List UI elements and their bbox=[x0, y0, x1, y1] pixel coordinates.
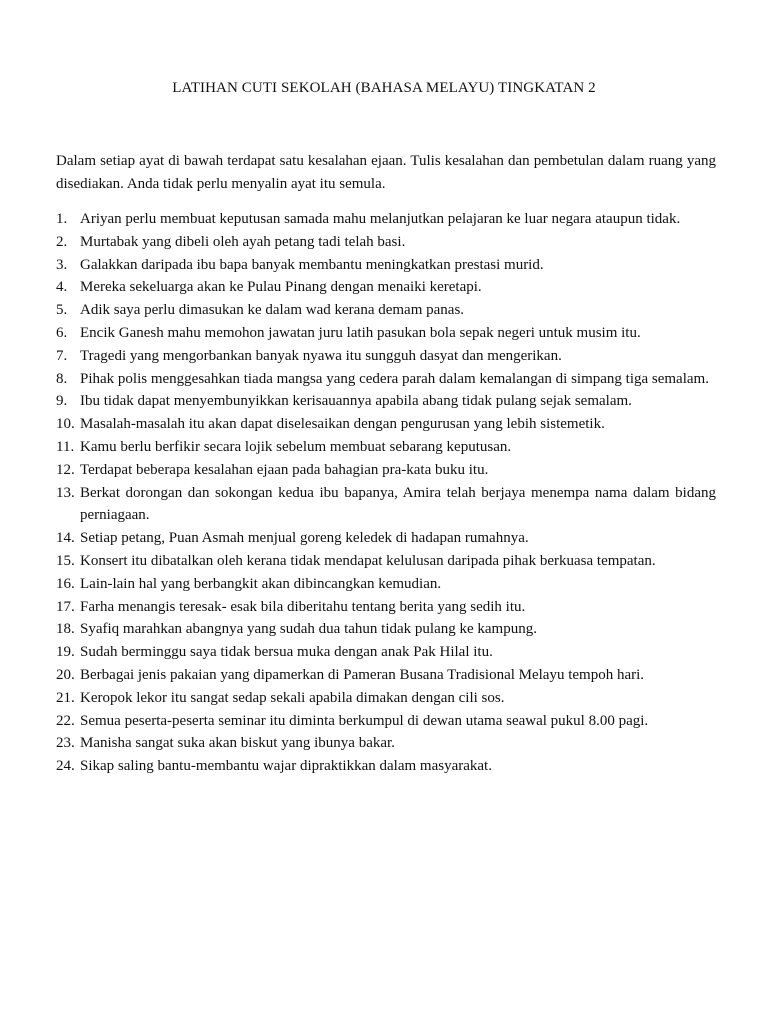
question-number: 1. bbox=[56, 211, 68, 227]
question-number: 7. bbox=[56, 347, 68, 364]
instructions-paragraph: Dalam setiap ayat di bawah terdapat satu kesalahan ejaan. Tulis kesalahan dan pembetulan dalam ruang yang disediakan. Anda tidak perlu menyalin ayat itu semula. bbox=[56, 153, 716, 192]
question-item bbox=[56, 550, 716, 573]
question-number: 9. bbox=[56, 393, 68, 410]
document-title: LATIHAN CUTI SEKOLAH (BAHASA MELAYU) TINGKATAN 2 bbox=[172, 80, 596, 96]
question-item bbox=[56, 732, 716, 755]
question-number: 21. bbox=[56, 689, 75, 706]
question-item bbox=[56, 208, 716, 231]
question-text: Semua peserta-peserta seminar itu diminta berkumpul di dewan utama seawal pukul 8.00 pagi. bbox=[80, 712, 649, 729]
question-number: 23. bbox=[56, 735, 75, 752]
question-text: Sikap saling bantu-membantu wajar dipraktikkan dalam masyarakat. bbox=[80, 758, 492, 775]
question-item bbox=[56, 345, 716, 368]
question-item bbox=[56, 390, 716, 413]
question-number: 22. bbox=[56, 712, 75, 729]
question-item bbox=[56, 413, 716, 436]
question-item bbox=[56, 368, 716, 391]
question-text: Sudah berminggu saya tidak bersua muka dengan anak Pak Hilal itu. bbox=[80, 644, 493, 661]
question-text: Adik saya perlu dimasukan ke dalam wad kerana demam panas. bbox=[80, 302, 465, 319]
question-text: Farha menangis teresak- esak bila diberitahu tentang berita yang sedih itu. bbox=[80, 598, 526, 615]
question-number: 13. bbox=[56, 484, 75, 501]
question-text: Mereka sekeluarga akan ke Pulau Pinang dengan menaiki keretapi. bbox=[80, 279, 482, 296]
question-item bbox=[56, 254, 716, 277]
question-text: Setiap petang, Puan Asmah menjual goreng keledek di hadapan rumahnya. bbox=[80, 530, 529, 547]
question-item bbox=[56, 596, 716, 619]
question-text: Galakkan daripada ibu bapa banyak membantu meningkatkan prestasi murid. bbox=[80, 256, 544, 273]
question-item bbox=[56, 641, 716, 664]
question-text: Ibu tidak dapat menyembunyikkan kerisauannya apabila abang tidak pulang sejak semalam. bbox=[80, 393, 632, 410]
question-item bbox=[56, 687, 716, 710]
question-text: Keropok lekor itu sangat sedap sekali apabila dimakan dengan cili sos. bbox=[80, 689, 505, 706]
question-item bbox=[56, 755, 716, 778]
question-number: 11. bbox=[56, 438, 75, 455]
question-text: Encik Ganesh mahu memohon jawatan juru latih pasukan bola sepak negeri untuk musim itu. bbox=[80, 324, 641, 341]
question-number: 10. bbox=[56, 416, 75, 433]
question-text: Kamu berlu berfikir secara lojik sebelum membuat sebarang keputusan. bbox=[80, 438, 512, 455]
question-item bbox=[56, 299, 716, 322]
question-text: Murtabak yang dibeli oleh ayah petang tadi telah basi. bbox=[80, 233, 406, 250]
question-text: Tragedi yang mengorbankan banyak nyawa itu sungguh dasyat dan mengerikan. bbox=[80, 347, 562, 364]
question-number: 4. bbox=[56, 279, 68, 296]
question-text: Lain-lain hal yang berbangkit akan dibincangkan kemudian. bbox=[80, 575, 442, 592]
question-text: Masalah-masalah itu akan dapat diselesaikan dengan pengurusan yang lebih sistemetik. bbox=[80, 416, 605, 433]
question-text: Konsert itu dibatalkan oleh kerana tidak mendapat kelulusan daripada pihak berkuasa tempatan. bbox=[80, 552, 656, 569]
question-item bbox=[56, 459, 716, 482]
question-item bbox=[56, 276, 716, 299]
question-item bbox=[56, 618, 716, 641]
question-number: 5. bbox=[56, 302, 68, 319]
question-item bbox=[56, 527, 716, 550]
question-number: 6. bbox=[56, 324, 68, 341]
question-number: 19. bbox=[56, 644, 75, 661]
question-number: 12. bbox=[56, 461, 75, 478]
question-number: 8. bbox=[56, 370, 68, 387]
question-item bbox=[56, 436, 716, 459]
question-item bbox=[56, 710, 716, 733]
question-number: 14. bbox=[56, 530, 75, 547]
question-text: Terdapat beberapa kesalahan ejaan pada bahagian pra-kata buku itu. bbox=[80, 461, 489, 478]
question-number: 24. bbox=[56, 758, 75, 775]
question-number: 16. bbox=[56, 575, 75, 592]
question-number: 17. bbox=[56, 598, 75, 615]
question-number: 18. bbox=[56, 621, 75, 638]
question-item bbox=[56, 231, 716, 254]
question-item bbox=[56, 322, 716, 345]
question-text: Pihak polis menggesahkan tiada mangsa yang cedera parah dalam kemalangan di simpang tiga semalam. bbox=[80, 370, 709, 387]
question-list bbox=[56, 208, 716, 778]
question-text: Syafiq marahkan abangnya yang sudah dua tahun tidak pulang ke kampung. bbox=[80, 621, 537, 638]
question-number: 2. bbox=[56, 233, 68, 250]
question-text: Manisha sangat suka akan biskut yang ibunya bakar. bbox=[80, 735, 395, 752]
question-item bbox=[56, 664, 716, 687]
question-text: Berkat dorongan dan sokongan kedua ibu bapanya, Amira telah berjaya menempa nama dalam bidang perniagaan. bbox=[80, 484, 716, 524]
question-item bbox=[56, 573, 716, 596]
question-item bbox=[56, 482, 716, 528]
question-text: Ariyan perlu membuat keputusan samada mahu melanjutkan pelajaran ke luar negara ataupun tidak. bbox=[80, 211, 681, 227]
question-number: 3. bbox=[56, 256, 68, 273]
question-number: 15. bbox=[56, 552, 75, 569]
question-text: Berbagai jenis pakaian yang dipamerkan di Pameran Busana Tradisional Melayu tempoh hari. bbox=[80, 666, 645, 683]
question-number: 20. bbox=[56, 666, 75, 683]
